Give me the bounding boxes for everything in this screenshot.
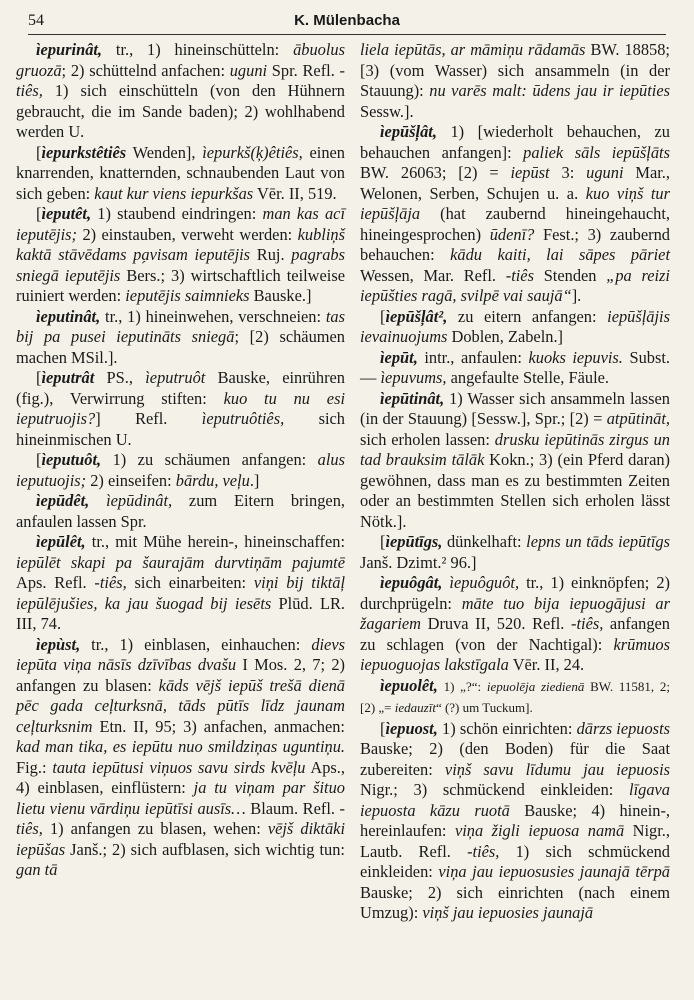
entry-example: tas bij pa pusei ieputināts sniegā xyxy=(16,306,345,346)
entry-text: Janš.; 2) sich aufblasen, sich wichtig tun: xyxy=(65,839,345,859)
entry-example: alus ieputuojis; xyxy=(16,450,345,490)
entry-text: Spr. Refl. xyxy=(267,60,340,80)
entry-example: gan tā xyxy=(16,860,58,879)
entry-example: ūdenī? xyxy=(489,224,535,244)
dictionary-entry xyxy=(16,368,345,450)
entry-text: Kokn.; 3) (ein Pferd daran) gewöhnen, dass man es zu bestimmten Zeiten oder an bestimmten Stellen sich erholen lässt Nötk.]. xyxy=(360,450,670,531)
entry-example: krūmuos iepuoguojas lakstīgala xyxy=(360,634,670,674)
entry-example: drusku iepūtinās zirgus un tad brauksim tālāk xyxy=(360,429,670,469)
entry-headword: ìepūšļât², xyxy=(385,306,448,326)
dictionary-entry xyxy=(360,719,670,924)
entry-text: Janš. Dzimt.² 96.] xyxy=(360,552,477,572)
entry-headword: ìeputrât xyxy=(41,368,95,387)
entry-text: tr., 1) hineinwehen, verschneien: xyxy=(100,306,326,326)
entry-text: Subst. — xyxy=(360,347,670,387)
entry-example: dārzs iepuosts xyxy=(576,718,670,738)
entry-headword: ìepūlêt, xyxy=(36,532,86,551)
entry-headword: ìeputêt, xyxy=(41,204,92,223)
entry-example: iepūšļājis ievainuojums xyxy=(360,306,670,346)
entry-text: Fest.; 3) zaubernd behauchen: xyxy=(360,224,670,264)
entry-text: 1) schön einrichten: xyxy=(437,718,577,738)
entry-text: ]. xyxy=(571,286,582,305)
left-column xyxy=(16,40,345,881)
entry-text: tr., 1) einblasen, einhauchen: xyxy=(80,634,312,654)
entry-text: Doblen, Zabeln.] xyxy=(447,327,564,346)
entry-text: Stenden xyxy=(533,265,607,285)
entry-example: māte tuo bija iepuogājusi ar žagariem xyxy=(360,593,670,633)
entry-text: sich erholen lassen: xyxy=(360,429,495,449)
entry-text: zum Eitern bringen, anfaulen lassen Spr. xyxy=(16,491,345,531)
running-head-author: K. Mülenbacha xyxy=(294,12,400,29)
entry-text: Wenden], xyxy=(126,142,203,162)
entry-example: ābuolus gruozā xyxy=(16,40,345,80)
entry-text: [ xyxy=(380,532,386,551)
entry-example: nu varēs malt: ūdens jau ir iepūties xyxy=(429,81,670,100)
entry-text: Vēr. II, 519. xyxy=(253,183,337,203)
entry-text: Bauske; 4) hinein-, hereinlaufen: xyxy=(360,800,670,840)
dictionary-entry xyxy=(360,676,670,719)
entry-text: 2) einstauben, verweht werden: xyxy=(77,224,298,244)
entry-text: Plūd. LR. III, 74. xyxy=(16,593,345,633)
entry-text: 1) Wasser sich ansammeln lassen (in der Stauung) [Sessw.], Spr.; [2) = xyxy=(360,388,670,428)
entry-text xyxy=(89,491,106,510)
entry-example: kāds vējš iepūš trešā dienā pēc gada ceļturksnā, tāds pūtīs līdz jaunam ceļturksnim xyxy=(16,675,345,736)
entry-text: “ (?) um Tuckum]. xyxy=(435,700,533,715)
entry-headword: ìepūdêt, xyxy=(36,491,90,510)
entry-text: ; [2) schäumen machen MSil.]. xyxy=(16,327,345,367)
entry-example: kad man tika, es iepūtu nuo smildziņas uguntiņu. xyxy=(16,737,345,756)
entry-text: 2) einseifen: xyxy=(86,470,176,490)
entry-example: -tiês, xyxy=(467,841,500,861)
entry-example: ìepuôguôt, xyxy=(449,573,520,592)
entry-text: tr., 1) einknöpfen; 2) durchprügeln: xyxy=(360,573,670,613)
right-column xyxy=(360,40,670,924)
entry-example: ja tu viņam par šituo lietu vienu vārdiņu iepūtīsi ausīs… xyxy=(16,778,345,818)
entry-text: 1) „?“: xyxy=(437,678,487,694)
entry-headword: ìepuôgât, xyxy=(380,573,443,592)
entry-text: 1) [wiederholt behauchen, zu behauchen anfangen]: xyxy=(360,122,670,162)
entry-example: -tiês, xyxy=(94,573,127,592)
entry-example: viņš savu līdumu jau iepuosis xyxy=(444,759,670,779)
entry-text: sich hineinmischen U. xyxy=(16,409,345,449)
entry-text: Bauske; 2) sich einrichten (nach einem Umzug): xyxy=(360,882,670,922)
entry-text: Bauske; 2) (den Boden) für die Saat zubereiten: xyxy=(360,739,670,779)
entry-example: iedauzīt xyxy=(394,700,436,715)
entry-text: Wessen, Mar. Refl. xyxy=(360,265,506,285)
dictionary-entry xyxy=(16,450,345,491)
entry-text: 1) staubend eindringen: xyxy=(91,204,263,223)
entry-example: kuo viņš tur iepūšļāja xyxy=(360,183,670,223)
entry-example: kādu kaiti, lai sāpes pāriet xyxy=(450,245,670,264)
entry-text: intr., anfaulen: xyxy=(417,347,529,367)
entry-headword: ìepuost, xyxy=(385,718,438,738)
entry-example: paliek sāls iepūšļāts xyxy=(523,142,670,162)
entry-text: [ xyxy=(380,718,386,738)
page-number: 54 xyxy=(28,12,44,29)
entry-text: Bauske, einrühren (fig.), Verwirrung stiften: xyxy=(16,368,345,408)
entry-headword: ìepurkstêtiês xyxy=(41,142,127,162)
entry-text: 1) zu schäumen anfangen: xyxy=(101,450,318,469)
entry-example: iepūst xyxy=(510,163,550,182)
entry-example: „pa reizi iepūšties ragā, svilpē vai saujā“ xyxy=(360,265,670,305)
entry-text: (hat zaubernd hineingehaucht, hineingesprochen) xyxy=(360,204,670,244)
entry-example: kuo tu nu esi ieputruojis? xyxy=(16,388,346,428)
dictionary-entry xyxy=(360,348,670,389)
entry-example: līgava iepuosta kāzu ruotā xyxy=(360,780,670,820)
entry-headword: ìepūt, xyxy=(380,347,418,367)
entry-text: Blaum. Refl. xyxy=(245,798,340,818)
entry-example: atpūtināt, xyxy=(606,409,670,428)
entry-text: Nigr., Lautb. Refl. xyxy=(360,821,671,861)
entry-example: -tiês, xyxy=(571,614,604,633)
entry-example: -tiês, xyxy=(16,798,345,838)
entry-text: 1) sich einschütteln (von den Hühnern gebraucht, die im Sande baden); 2) wohlhabend werden U. xyxy=(16,81,345,141)
entry-example: bārdu, veļu xyxy=(175,470,250,490)
dictionary-entry xyxy=(360,532,670,573)
dictionary-entry xyxy=(16,491,345,532)
entry-example: ìepuvums, xyxy=(380,368,447,387)
entry-headword: ìepuolêt, xyxy=(380,675,438,695)
entry-text: BW. 26063; [2) = xyxy=(360,163,511,182)
dictionary-entry xyxy=(360,389,670,533)
dictionary-entry xyxy=(16,204,345,307)
entry-example: viņa žigli iepuosa namā xyxy=(454,821,625,840)
entry-example: iepuolēja ziedienā xyxy=(486,678,585,694)
entry-text: dünkelhaft: xyxy=(442,532,527,551)
entry-text: Vēr. II, 24. xyxy=(508,655,585,674)
entry-headword: ìepūtinât, xyxy=(380,388,445,408)
entry-text: I Mos. 2, 7; 2) anfangen zu blasen: xyxy=(16,655,345,695)
entry-text: Nigr.; 3) schmückend einkleiden: xyxy=(360,780,630,799)
entry-headword: ìeputinât, xyxy=(36,306,101,326)
entry-text: sich einarbeiten: xyxy=(126,573,254,592)
entry-example: ìeputruôt xyxy=(145,368,206,387)
entry-text: Aps. Refl. xyxy=(16,573,95,592)
entry-example: tauta iepūtusi viņuos savu sirds kvēļu xyxy=(52,757,306,777)
entry-example: kubliņš kaktā stāvēdams pa̗visam ieputējis xyxy=(16,224,345,264)
entry-example: -tiês xyxy=(505,265,534,285)
entry-text: angefaulte Stelle, Fäule. xyxy=(446,368,609,387)
entry-example: pagrabs sniegā ieputējis xyxy=(16,245,345,285)
entry-example: vējš diktāki iepūšas xyxy=(16,819,345,859)
dictionary-entry xyxy=(360,573,670,676)
entry-text: Etn. II, 95; 3) anfachen, anmachen: xyxy=(92,716,345,736)
entry-example: uguni xyxy=(229,60,268,80)
entry-example: ìepūdinât, xyxy=(106,491,173,510)
entry-headword: ìepūšļât, xyxy=(380,122,437,141)
header-rule xyxy=(28,34,666,35)
entry-text: .] xyxy=(249,470,260,490)
entry-text: ] Refl. xyxy=(95,409,202,428)
entry-example: lepns un tāds iepūtīgs xyxy=(526,532,670,551)
entry-text: [ xyxy=(36,142,42,162)
entry-example: liela iepūtās, ar māmiņu rādamās xyxy=(360,40,586,59)
entry-text: Sessw.]. xyxy=(360,101,414,121)
entry-text: Bauske.] xyxy=(249,286,312,305)
entry-text: ; 2) schüttelnd anfachen: xyxy=(61,60,230,80)
entry-example: ìepurkš(ķ)êtiês, xyxy=(202,142,303,162)
entry-text: einen knarrenden, knatternden, schnaubenden Laut von sich geben: xyxy=(16,142,345,203)
entry-text: tr., 1) hineinschütteln: xyxy=(102,40,294,59)
entry-text: [ xyxy=(36,204,42,223)
entry-example: man kas acī ieputējis; xyxy=(16,204,345,244)
entry-example: kaut kur viens iepurkšas xyxy=(94,183,254,203)
entry-headword: ìeputuôt, xyxy=(41,450,102,469)
entry-example: ìeputruôtiês, xyxy=(201,409,285,428)
entry-text: Bers.; 3) wirtschaftlich teilweise ruiniert werden: xyxy=(16,265,345,305)
dictionary-entry xyxy=(360,40,670,122)
entry-example: kuoks iepuvis. xyxy=(528,347,623,367)
entry-text: Ruj. xyxy=(250,245,292,264)
dictionary-entry xyxy=(16,143,345,205)
entry-headword: ìepūtīgs, xyxy=(385,532,443,551)
entry-example: viņa jau iepuosusies jaunajā tērpā xyxy=(438,862,670,881)
entry-text: BW. 11581, 2; [2) „= xyxy=(360,678,670,715)
dictionary-entry xyxy=(360,307,670,348)
entry-text: 1) sich schmückend einkleiden: xyxy=(360,841,670,881)
entry-text: PS., xyxy=(94,368,146,387)
entry-text: Mar., Welonen, Serben, Schujen u. a. xyxy=(360,163,670,203)
entry-example: iepūlēt skapi pa šaurajām durvtiņām pajumtē xyxy=(16,552,345,572)
entry-text: [ xyxy=(36,450,42,469)
dictionary-entry xyxy=(16,307,345,369)
entry-example: viņš jau iepuosies jaunajā xyxy=(422,903,594,922)
dictionary-entry xyxy=(16,635,345,881)
entry-text: tr., mit Mühe herein-, hineinschaffen: xyxy=(85,532,345,551)
dictionary-entry xyxy=(16,40,345,143)
entry-example: -tiês, xyxy=(16,60,346,100)
entry-headword: ìepurinât, xyxy=(36,40,103,59)
entry-text: Druva II, 520. Refl. xyxy=(421,614,571,633)
entry-example: uguni xyxy=(586,163,624,182)
entry-example: viņi bij tiktāļ iepūlējušies, ka jau šuogad bij iesēts xyxy=(16,573,345,613)
entry-example: ieputējis saimnieks xyxy=(125,286,250,305)
entry-text: Aps., 4) einblasen, einflüstern: xyxy=(16,757,345,797)
entry-text: Fig.: xyxy=(16,757,53,777)
dictionary-entry xyxy=(360,122,670,307)
entry-example: dievs iepūta viņa nāsīs dzīvības dvašu xyxy=(16,634,345,674)
entry-text: BW. 18858; [3) (vom Wasser) sich ansammeln (in der Stauung): xyxy=(360,40,670,100)
page-header xyxy=(28,8,666,32)
entry-text: anfangen zu schlagen (von der Nachtigal): xyxy=(360,614,670,654)
entry-text: [ xyxy=(380,306,386,326)
entry-text: zu eitern anfangen: xyxy=(447,306,608,326)
entry-text: 3: xyxy=(549,163,587,182)
entry-text: [ xyxy=(36,368,42,387)
dictionary-entry xyxy=(16,532,345,635)
entry-text: 1) anfangen zu blasen, wehen: xyxy=(42,819,268,838)
entry-headword: ìepùst, xyxy=(36,634,81,654)
